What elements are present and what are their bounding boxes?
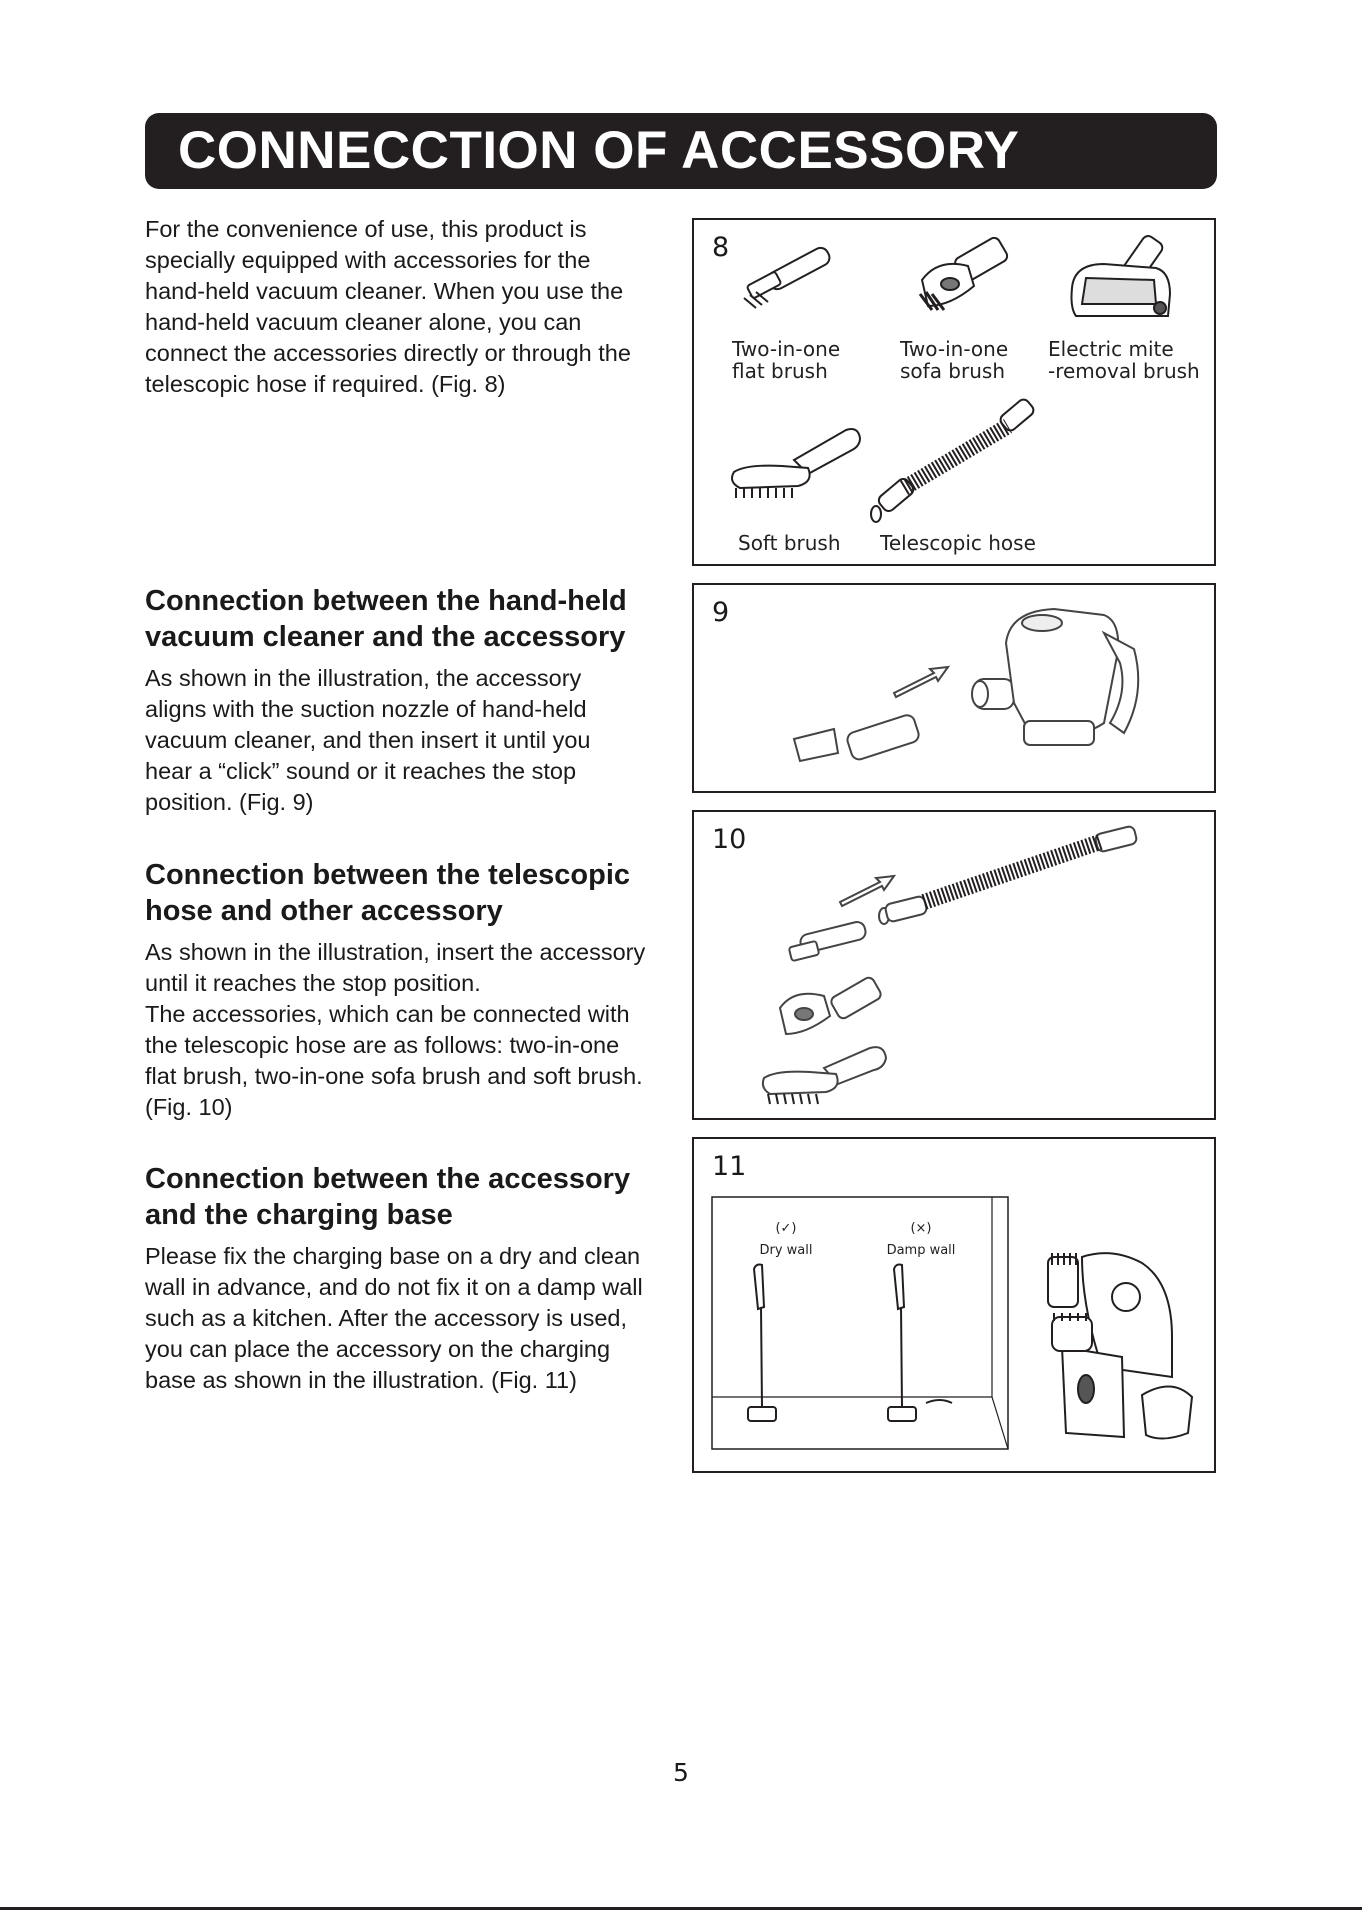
hose-caption: Telescopic hose <box>880 531 1036 555</box>
body-line: position. (Fig. 9) <box>145 789 314 815</box>
section-hose <box>145 857 685 1123</box>
charging-base-illustration <box>1042 1247 1202 1447</box>
intro-line: connect the accessories directly or through the <box>145 340 631 366</box>
body-line: As shown in the illustration, insert the accessory <box>145 939 646 965</box>
sofa-brush-caption <box>900 338 1008 382</box>
body-line: you can place the accessory on the charging <box>145 1336 611 1362</box>
section-base <box>145 1161 685 1396</box>
damp-wall-label: Damp wall <box>886 1243 956 1258</box>
body-line: wall in advance, and do not fix it on a damp wall <box>145 1274 643 1300</box>
intro-line: specially equipped with accessories for the <box>145 247 591 273</box>
caption-line: Two-in-one <box>900 337 1009 361</box>
body-line: until it reaches the stop position. <box>145 970 481 996</box>
body-line: base as shown in the illustration. (Fig. 11) <box>145 1367 577 1393</box>
heading-line: Connection between the accessory <box>145 1163 631 1195</box>
section-heading <box>145 857 685 929</box>
figure-number: 8 <box>712 232 730 263</box>
figure-9 <box>692 583 1216 793</box>
heading-line: Connection between the hand-held <box>145 585 627 617</box>
figure-8 <box>692 218 1216 566</box>
caption-line: Electric mite <box>1048 337 1174 361</box>
page-number: 5 <box>673 1758 689 1787</box>
dry-wall-mark: (✓) <box>775 1221 797 1236</box>
body-line: hear a “click” sound or it reaches the stop <box>145 758 577 784</box>
flat-brush-illustration <box>738 242 848 322</box>
body-line: Please fix the charging base on a dry and clean <box>145 1243 641 1269</box>
section-handheld <box>145 583 685 818</box>
heading-line: Connection between the telescopic <box>145 859 631 891</box>
sofa-brush-illustration <box>902 236 1022 326</box>
heading-line: vacuum cleaner and the accessory <box>145 621 626 653</box>
dry-wall-label: Dry wall <box>759 1243 813 1258</box>
figure-number: 11 <box>712 1151 747 1182</box>
intro-text <box>145 214 685 400</box>
caption-line: flat brush <box>732 359 828 383</box>
telescopic-hose-illustration <box>860 396 1060 526</box>
caption-line: Two-in-one <box>732 337 841 361</box>
figure-10 <box>692 810 1216 1120</box>
figure-11 <box>692 1137 1216 1473</box>
hose-connection-illustration <box>760 822 1200 1112</box>
page-title: CONNECCTION OF ACCESSORY <box>178 121 1020 180</box>
intro-line: hand-held vacuum cleaner alone, you can <box>145 309 582 335</box>
figure-number: 9 <box>712 597 730 628</box>
body-line: The accessories, which can be connected with <box>145 1001 630 1027</box>
damp-wall-mark: (×) <box>910 1221 932 1236</box>
section-heading <box>145 583 685 655</box>
section-heading <box>145 1161 685 1233</box>
body-line: such as a kitchen. After the accessory is used, <box>145 1305 627 1331</box>
flat-brush-caption <box>732 338 840 382</box>
body-line: the telescopic hose are as follows: two-in-one <box>145 1032 620 1058</box>
mite-brush-caption <box>1048 338 1200 382</box>
body-line: aligns with the suction nozzle of hand-held <box>145 696 587 722</box>
intro-line: telescopic hose if required. (Fig. 8) <box>145 371 506 397</box>
figure-number: 10 <box>712 824 747 855</box>
heading-line: and the charging base <box>145 1199 453 1231</box>
soft-brush-caption: Soft brush <box>738 531 841 555</box>
soft-brush-illustration <box>724 426 864 516</box>
intro-line: hand-held vacuum cleaner. When you use the <box>145 278 624 304</box>
mite-brush-illustration <box>1064 228 1194 328</box>
handheld-insertion-illustration <box>774 593 1214 793</box>
heading-line: hose and other accessory <box>145 895 503 927</box>
title-bar <box>145 113 1217 189</box>
body-line: flat brush, two-in-one sofa brush and soft brush. <box>145 1063 643 1089</box>
intro-line: For the convenience of use, this product is <box>145 216 587 242</box>
caption-line: -removal brush <box>1048 359 1200 383</box>
body-line: As shown in the illustration, the accessory <box>145 665 582 691</box>
caption-line: sofa brush <box>900 359 1005 383</box>
body-line: (Fig. 10) <box>145 1094 233 1120</box>
body-line: vacuum cleaner, and then insert it until you <box>145 727 591 753</box>
